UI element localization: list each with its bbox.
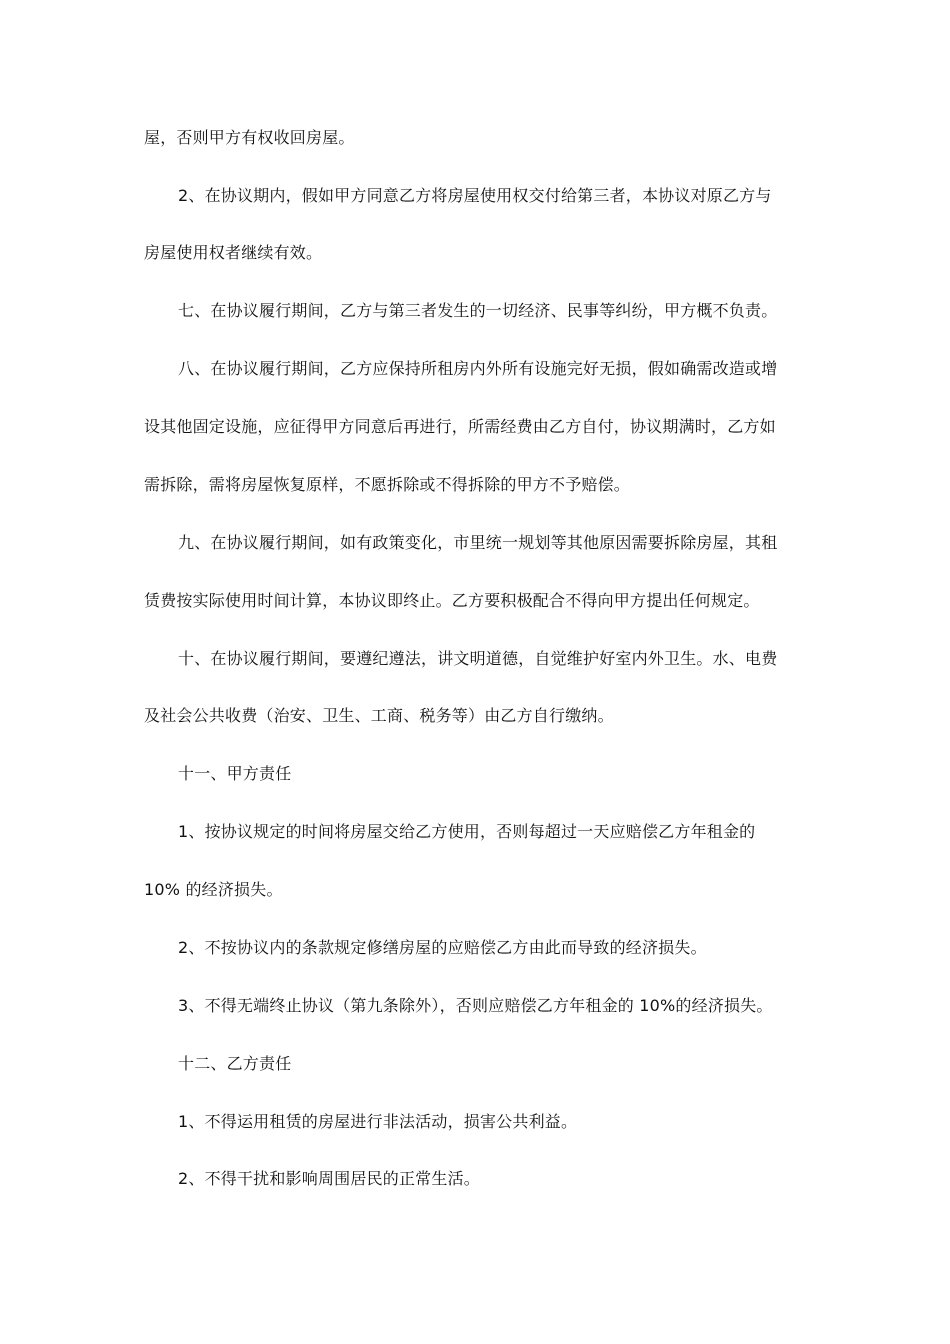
text-line: 设其他固定设施，应征得甲方同意后再进行，所需经费由乙方自付，协议期满时，乙方如 [144, 417, 776, 436]
text-line: 房屋使用权者继续有效。 [144, 243, 323, 262]
text-line: 2、不得干扰和影响周围居民的正常生活。 [178, 1169, 480, 1188]
text-line: 七、在协议履行期间，乙方与第三者发生的一切经济、民事等纠纷，甲方概不负责。 [178, 301, 778, 320]
text-line: 2、在协议期内，假如甲方同意乙方将房屋使用权交付给第三者，本协议对原乙方与 [178, 186, 772, 205]
text-line: 十、在协议履行期间，要遵纪遵法，讲文明道德，自觉维护好室内外卫生。水、电费 [178, 649, 778, 668]
text-line: 屋，否则甲方有权收回房屋。 [144, 128, 355, 147]
section-heading: 十一、甲方责任 [178, 764, 292, 783]
text-line: 八、在协议履行期间，乙方应保持所租房内外所有设施完好无损，假如确需改造或增 [178, 359, 778, 378]
text-line: 需拆除，需将房屋恢复原样，不愿拆除或不得拆除的甲方不予赔偿。 [144, 475, 631, 494]
text-line: 3、不得无端终止协议（第九条除外），否则应赔偿乙方年租金的 10%的经济损失。 [178, 996, 773, 1015]
text-line: 10% 的经济损失。 [144, 880, 283, 899]
text-line: 及社会公共收费（治安、卫生、工商、税务等）由乙方自行缴纳。 [144, 706, 614, 725]
text-line: 1、按协议规定的时间将房屋交给乙方使用，否则每超过一天应赔偿乙方年租金的 [178, 822, 756, 841]
text-line: 九、在协议履行期间，如有政策变化，市里统一规划等其他原因需要拆除房屋，其租 [178, 533, 778, 552]
text-line: 2、不按协议内的条款规定修缮房屋的应赔偿乙方由此而导致的经济损失。 [178, 938, 707, 957]
text-line: 1、不得运用租赁的房屋进行非法活动，损害公共利益。 [178, 1112, 578, 1131]
text-line: 赁费按实际使用时间计算，本协议即终止。乙方要积极配合不得向甲方提出任何规定。 [144, 591, 760, 610]
section-heading: 十二、乙方责任 [178, 1054, 292, 1073]
